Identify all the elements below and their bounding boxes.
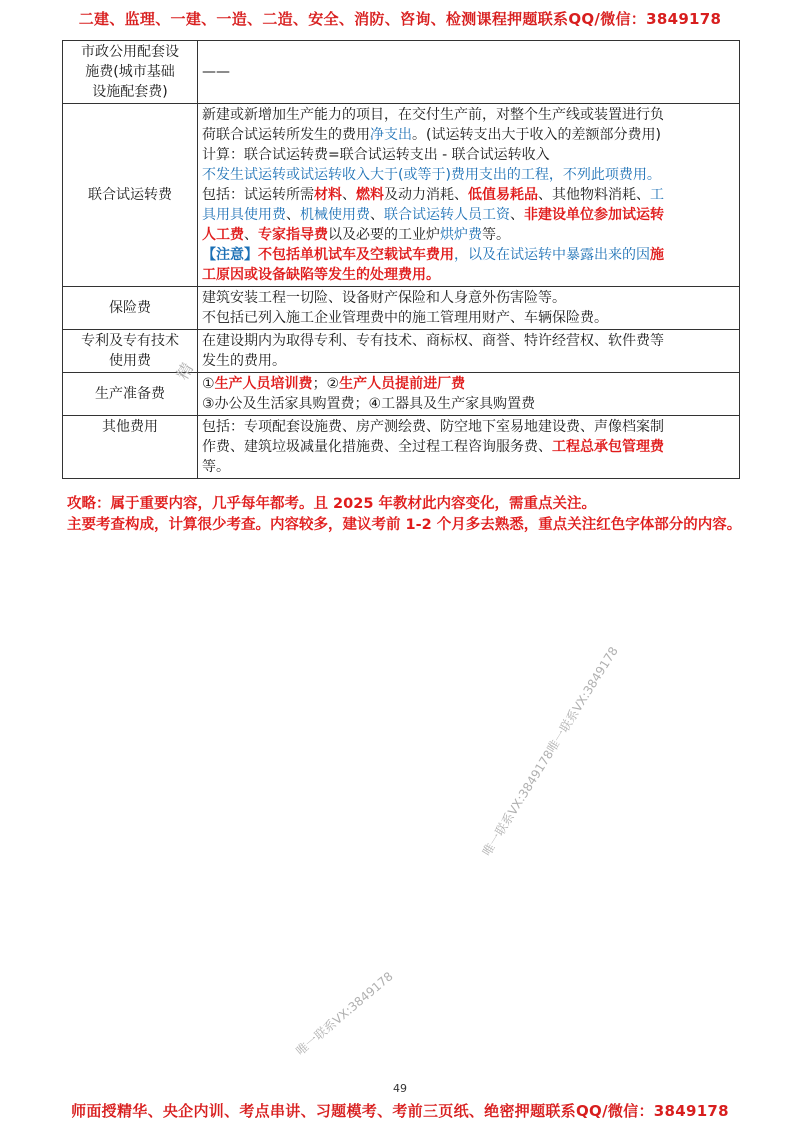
text: ；② xyxy=(312,376,340,392)
highlight-blue: ，以及在试运转中暴露出来的因 xyxy=(454,247,650,263)
text: 、其他物料消耗、 xyxy=(538,187,650,203)
notice-line xyxy=(202,245,735,265)
table-row xyxy=(63,330,740,373)
row-desc-other xyxy=(198,416,740,479)
row-name-municipal xyxy=(63,41,198,104)
text: 作费、建筑垃圾减量化措施费、全过程工程咨询服务费、 xyxy=(202,439,552,455)
notice-label: 【注意】 xyxy=(202,247,258,263)
row-desc-trial-run xyxy=(198,104,740,287)
notice-line-red: 工原因或设备缺陷等发生的处理费用。 xyxy=(202,267,440,283)
text: 。(试运转支出大于收入的差额部分费用) xyxy=(412,127,661,143)
desc-line xyxy=(202,205,735,225)
row-name-insurance: 保险费 xyxy=(63,287,198,330)
name-line: 设施配套费) xyxy=(92,84,168,100)
row-name-trial-run: 联合试运转费 xyxy=(63,104,198,287)
name-line: 市政公用配套设 xyxy=(81,44,179,60)
note-paragraph: 主要考查构成，计算很少考查。内容较多，建议考前 1-2 个月多去熟悉，重点关注红色字体部分的内容。 xyxy=(67,517,742,533)
highlight-red: 施 xyxy=(650,247,664,263)
highlight-red: 燃料 xyxy=(356,187,384,203)
table-row xyxy=(63,373,740,416)
table-row xyxy=(63,416,740,479)
highlight-blue: 联合试运转人员工资 xyxy=(384,207,510,223)
text: ① xyxy=(202,376,215,392)
table-row xyxy=(63,41,740,104)
row-desc-preparation xyxy=(198,373,740,416)
text: 及动力消耗、 xyxy=(384,187,468,203)
desc-line xyxy=(202,185,735,205)
desc-line xyxy=(202,437,735,457)
desc-line: 建筑安装工程一切险、设备财产保险和人身意外伤害险等。 xyxy=(202,290,566,306)
highlight-red: 生产人员培训费 xyxy=(214,376,313,392)
desc-line xyxy=(202,225,735,245)
desc-line: ③办公及生活家具购置费；④工器具及生产家具购置费 xyxy=(202,396,536,412)
watermark-text: 唯一联系VX:3849178唯一联系VX:3849178 xyxy=(479,644,621,859)
highlight-blue: 机械使用费 xyxy=(300,207,370,223)
text: 、 xyxy=(510,207,524,223)
desc-line: 发生的费用。 xyxy=(202,353,286,369)
highlight-blue: 净支出 xyxy=(370,127,412,143)
formula-line: 计算：联合试运转费=联合试运转支出 - 联合试运转收入 xyxy=(202,147,550,163)
desc-line: 在建设期内为取得专利、专有技术、商标权、商誉、特许经营权、软件费等 xyxy=(202,333,664,349)
highlight-blue: 烘炉费 xyxy=(440,227,482,243)
study-note xyxy=(67,494,747,536)
text: 以及必要的工业炉 xyxy=(328,227,440,243)
dash-value: —— xyxy=(202,64,230,80)
row-name-other: 其他费用 xyxy=(63,416,198,479)
text: 荷联合试运转所发生的费用 xyxy=(202,127,370,143)
header-banner: 二建、监理、一建、一造、二造、安全、消防、咨询、检测课程押题联系QQ/微信：3849178 xyxy=(78,10,722,28)
table-row xyxy=(63,104,740,287)
desc-line: 等。 xyxy=(202,459,230,475)
text: 、 xyxy=(244,227,258,243)
text: 、 xyxy=(342,187,356,203)
row-name-preparation: 生产准备费 xyxy=(63,373,198,416)
text: 、 xyxy=(370,207,384,223)
watermark-text: 精 xyxy=(172,359,198,383)
highlight-red: 不包括单机试车及空载试车费用 xyxy=(258,247,454,263)
name-line: 使用费 xyxy=(109,353,151,369)
highlight-red: 非建设单位参加试运转 xyxy=(524,207,664,223)
highlight-red: 材料 xyxy=(314,187,342,203)
note-paragraph: 攻略：属于重要内容，几乎每年都考。且 2025 年教材此内容变化，需重点关注。 xyxy=(67,496,596,512)
highlight-red: 低值易耗品 xyxy=(468,187,538,203)
page-number: 49 xyxy=(393,1082,407,1095)
highlight-red: 人工费 xyxy=(202,227,244,243)
highlight-red: 生产人员提前进厂费 xyxy=(339,376,466,392)
row-desc-insurance xyxy=(198,287,740,330)
text: 、 xyxy=(286,207,300,223)
highlight-red: 专家指导费 xyxy=(258,227,328,243)
desc-line xyxy=(202,374,735,394)
footer-banner: 师面授精华、央企内训、考点串讲、习题模考、考前三页纸、绝密押题联系QQ/微信：3849178 xyxy=(71,1102,729,1120)
name-line: 施费(城市基础 xyxy=(85,64,175,80)
row-desc-municipal xyxy=(198,41,740,104)
highlight-red: 工程总承包管理费 xyxy=(552,439,664,455)
highlight-blue: 工 xyxy=(650,187,664,203)
highlight-blue: 具用具使用费 xyxy=(202,207,286,223)
text: 包括：试运转所需 xyxy=(202,187,314,203)
watermark-text: 唯一联系VX:3849178 xyxy=(293,969,396,1059)
cost-table xyxy=(62,40,740,479)
name-line: 专利及专有技术 xyxy=(81,333,179,349)
table-row xyxy=(63,287,740,330)
row-desc-patent xyxy=(198,330,740,373)
desc-line-blue: 不发生试运转或试运转收入大于(或等于)费用支出的工程，不列此项费用。 xyxy=(202,167,661,183)
desc-line xyxy=(202,125,735,145)
desc-line: 包括：专项配套设施费、房产测绘费、防空地下室易地建设费、声像档案制 xyxy=(202,419,664,435)
text: 等。 xyxy=(482,227,510,243)
desc-line: 新建或新增加生产能力的项目，在交付生产前，对整个生产线或装置进行负 xyxy=(202,107,664,123)
desc-line: 不包括已列入施工企业管理费中的施工管理用财产、车辆保险费。 xyxy=(202,310,608,326)
